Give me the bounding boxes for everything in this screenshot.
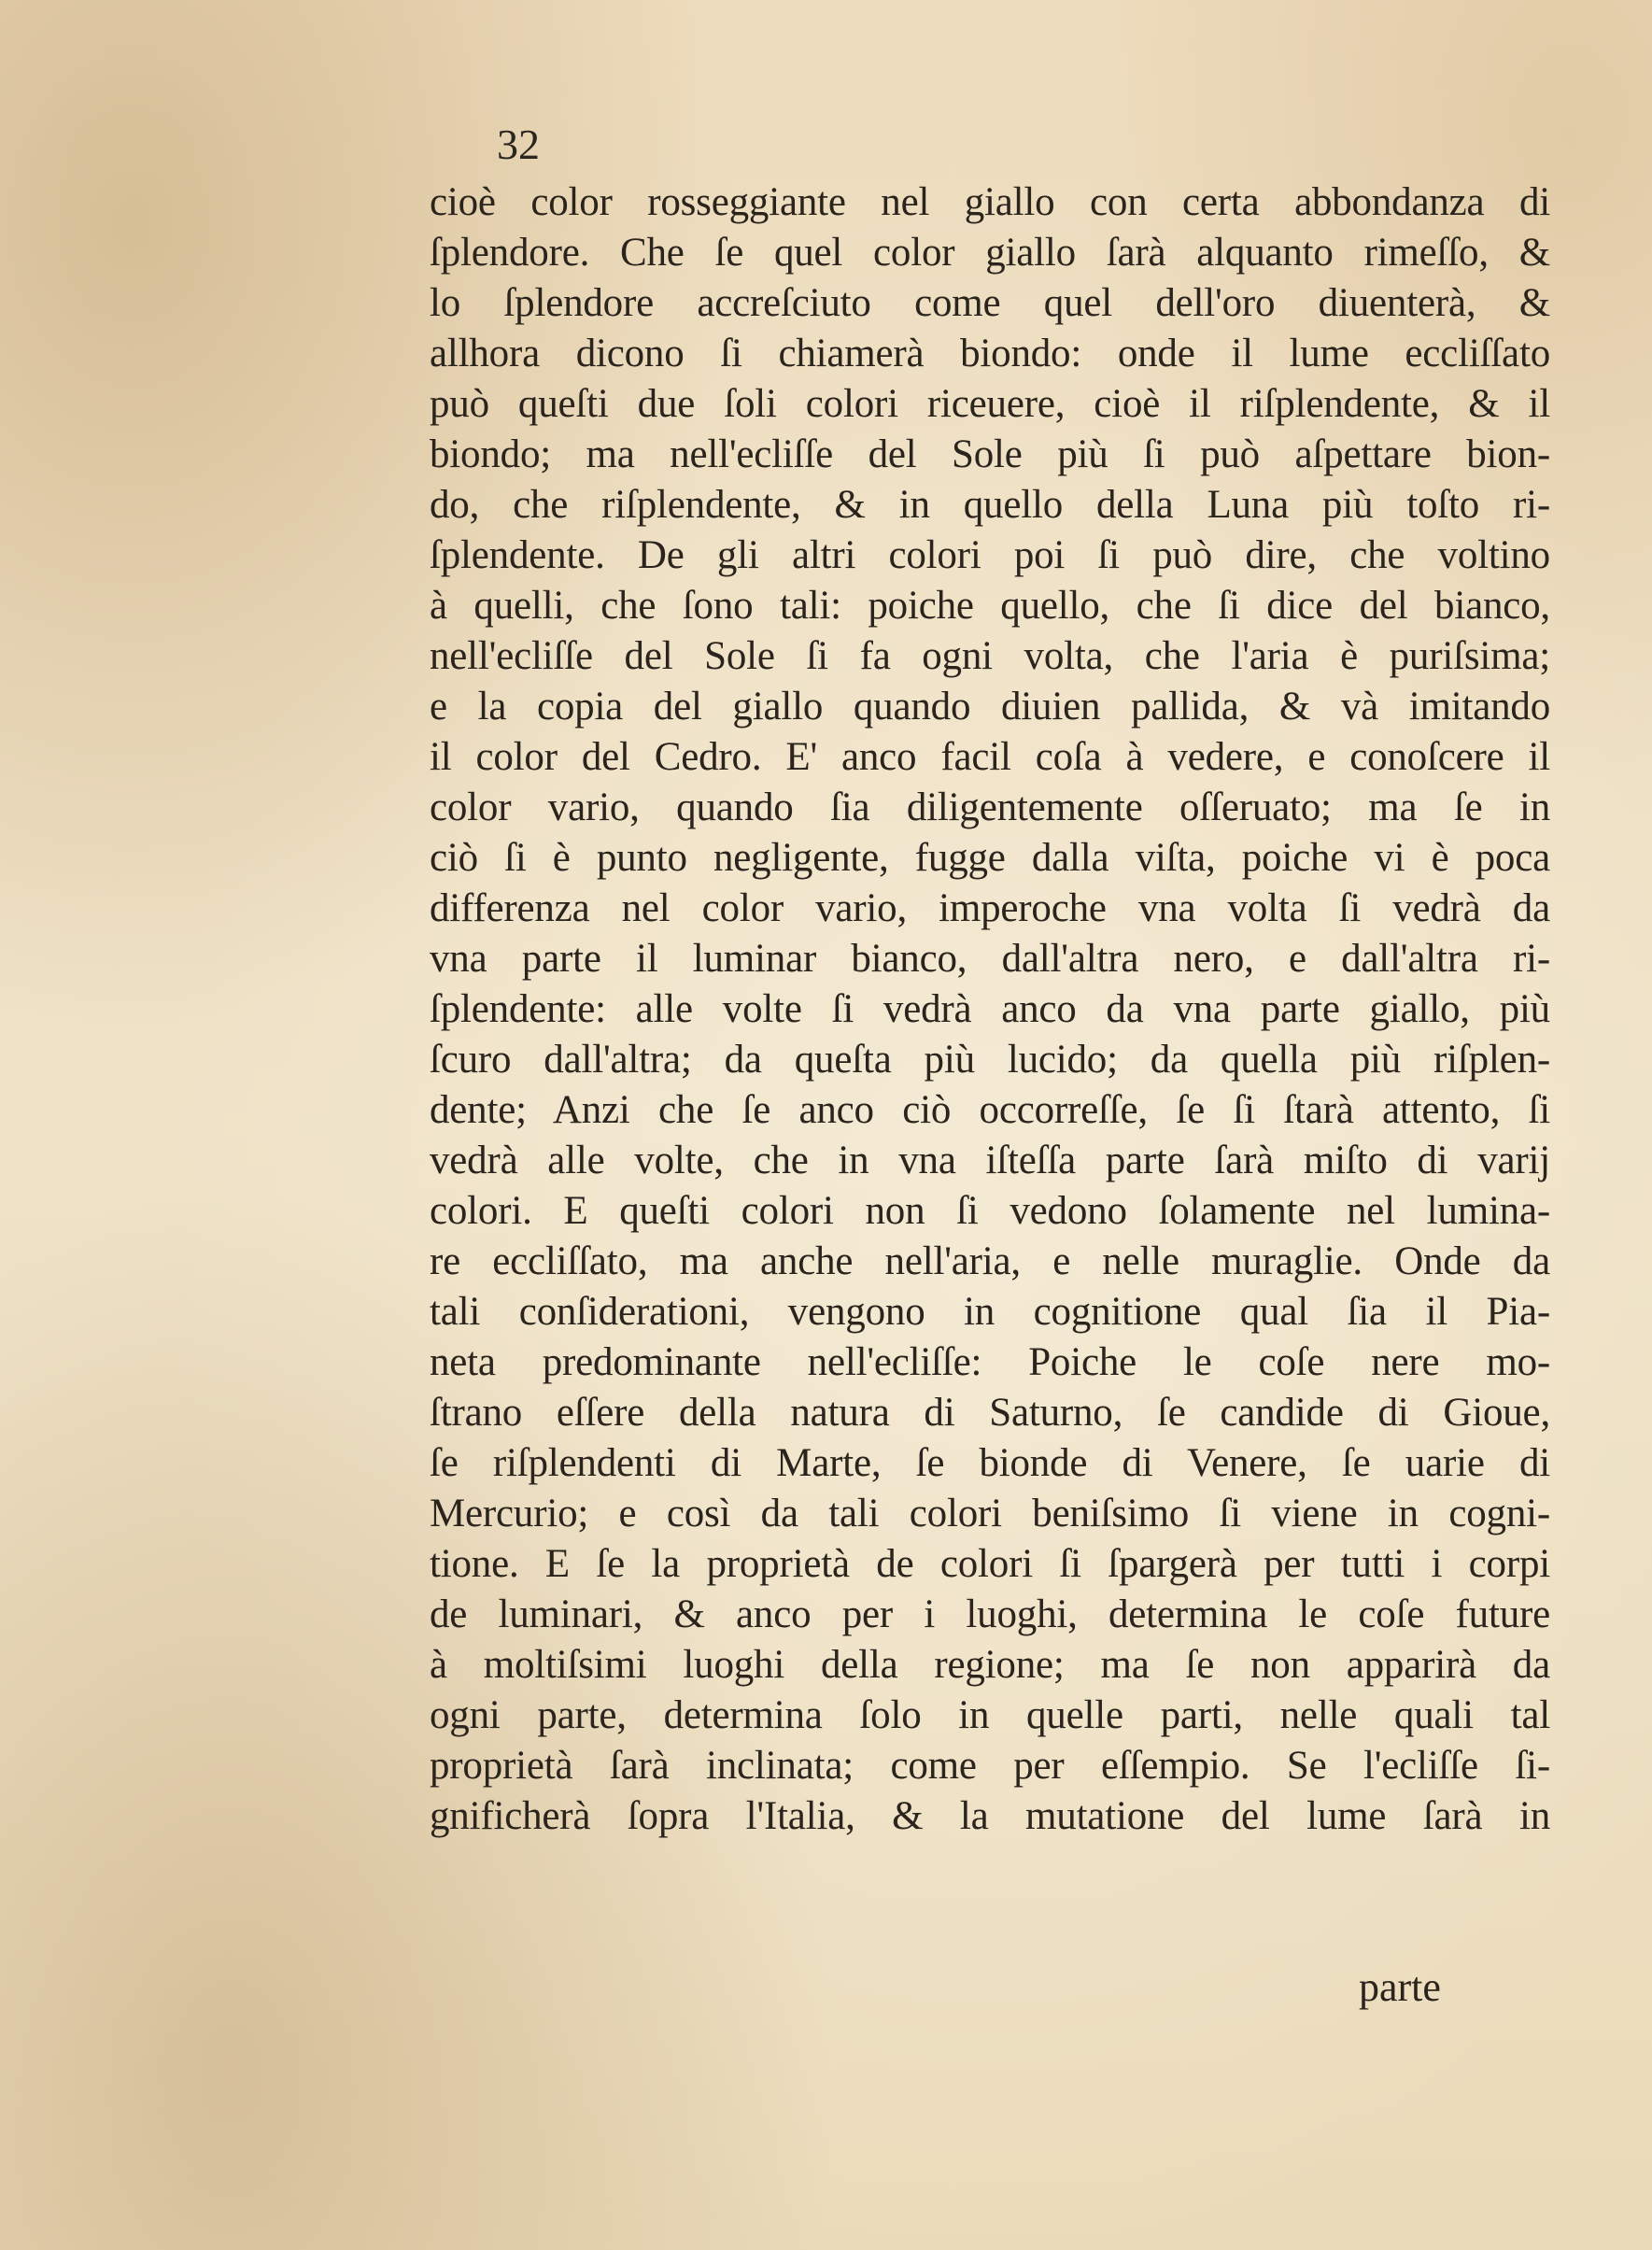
catchword: parte [1359,1964,1441,2010]
text-line: neta predominante nell'ecliſſe: Poiche le coſe nere mo- [430,1340,1550,1384]
body-text [430,177,1550,1842]
text-line: vedrà alle volte, che in vna iſteſſa parte ſarà miſto di varij [430,1139,1550,1182]
text-line: color vario, quando ſia diligentemente oſſeruato; ma ſe in [430,785,1550,829]
text-line: ſplendente: alle volte ſi vedrà anco da vna parte giallo, più [430,987,1550,1031]
text-line: à moltiſsimi luoghi della regione; ma ſe non apparirà da [430,1643,1550,1687]
text-line: re eccliſſato, ma anche nell'aria, e nelle muraglie. Onde da [430,1239,1550,1283]
text-line: ſtrano eſſere della natura di Saturno, ſe candide di Gioue, [430,1391,1550,1435]
text-line: de luminari, & anco per i luoghi, determina le coſe future [430,1592,1550,1636]
text-line: tali conſiderationi, vengono in cognitione qual ſia il Pia- [430,1290,1550,1334]
text-line: ſplendore. Che ſe quel color giallo ſarà alquanto rimeſſo, & [430,231,1550,275]
text-line: cioè color rosseggiante nel giallo con certa abbondanza di [430,180,1550,224]
text-line: à quelli, che ſono tali: poiche quello, che ſi dice del bianco, [430,584,1550,628]
text-line: proprietà ſarà inclinata; come per eſſempio. Se l'ecliſſe ſi- [430,1744,1550,1788]
text-line: ciò ſi è punto negligente, fugge dalla viſta, poiche vi è poca [430,836,1550,880]
text-line: lo ſplendore accreſciuto come quel dell'oro diuenterà, & [430,281,1550,325]
page-number: 32 [497,120,540,168]
text-line: do, che riſplendente, & in quello della Luna più toſto ri- [430,483,1550,527]
text-line: allhora dicono ſi chiamerà biondo: onde il lume eccliſſato [430,332,1550,375]
text-line: differenza nel color vario, imperoche vna volta ſi vedrà da [430,886,1550,930]
text-line: e la copia del giallo quando diuien pallida, & và imitando [430,685,1550,729]
text-line: biondo; ma nell'ecliſſe del Sole più ſi può aſpettare bion- [430,432,1550,476]
text-line: ſplendente. De gli altri colori poi ſi può dire, che voltino [430,533,1550,577]
text-line: nell'ecliſſe del Sole ſi fa ogni volta, che l'aria è puriſsima; [430,634,1550,678]
text-line: ogni parte, determina ſolo in quelle parti, nelle quali tal [430,1693,1550,1737]
text-line: colori. E queſti colori non ſi vedono ſolamente nel lumina- [430,1189,1550,1233]
text-line: ſcuro dall'altra; da queſta più lucido; da quella più riſplen- [430,1038,1550,1082]
text-line: il color del Cedro. E' anco facil coſa à vedere, e conoſcere il [430,735,1550,779]
text-line: può queſti due ſoli colori riceuere, cioè il riſplendente, & il [430,382,1550,426]
text-line: Mercurio; e così da tali colori beniſsimo ſi viene in cogni- [430,1492,1550,1535]
text-line: vna parte il luminar bianco, dall'altra nero, e dall'altra ri- [430,937,1550,981]
text-line: dente; Anzi che ſe anco ciò occorreſſe, ſe ſi ſtarà attento, ſi [430,1088,1550,1132]
text-line: tione. E ſe la proprietà de colori ſi ſpargerà per tutti i corpi [430,1542,1550,1586]
text-line: ſe riſplendenti di Marte, ſe bionde di Venere, ſe uarie di [430,1441,1550,1485]
text-line: gnificherà ſopra l'Italia, & la mutatione del lume ſarà in [430,1794,1550,1838]
